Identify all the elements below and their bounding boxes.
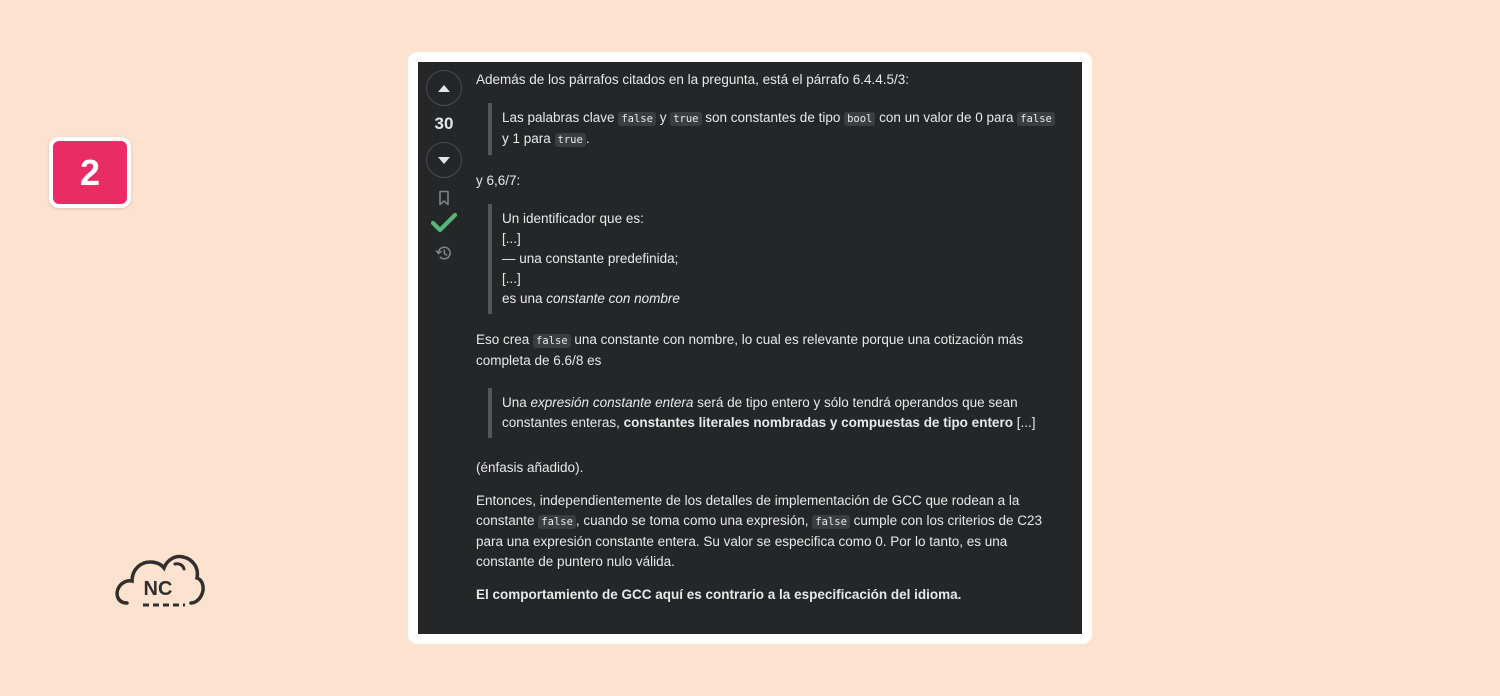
paragraph-section-ref: y 6,6/7: (476, 173, 521, 188)
quote-line: [...] (502, 231, 521, 246)
inline-code: bool (844, 112, 875, 126)
logo-text: NC (143, 578, 173, 600)
vote-column (426, 70, 462, 262)
arrow-up-icon (437, 84, 451, 93)
inline-code: false (538, 515, 576, 529)
quote-text: Una expresión constante entera será de tipo entero y sólo tendrá operandos que sean constantes enteras, constantes literales nombradas y compuestas de tipo entero [...] (502, 395, 1036, 430)
quote-6-6-8 (488, 388, 1056, 438)
inline-code: false (533, 334, 571, 348)
quote-text: Las palabras clave false y true son constantes de tipo bool con un valor de 0 para false y 1 para true . (502, 108, 1056, 150)
inline-code: false (618, 112, 656, 126)
arrow-down-icon (437, 156, 451, 165)
inline-code: false (812, 515, 850, 529)
downvote-button[interactable] (426, 142, 462, 178)
inline-code: true (670, 112, 701, 126)
accepted-answer-check (431, 212, 457, 234)
checkmark-icon (431, 212, 457, 234)
paragraph-final-bold: El comportamiento de GCC aquí es contrario a la especificación del idioma. (476, 587, 962, 602)
bookmark-button[interactable] (438, 190, 450, 206)
quote-6-4-4-5 (488, 103, 1056, 155)
history-icon (435, 244, 453, 262)
history-button[interactable] (435, 244, 453, 262)
upvote-button[interactable] (426, 70, 462, 106)
quote-line: Un identificador que es: (502, 211, 644, 226)
paragraph-conclusion: Entonces, independientemente de los detalles de implementación de GCC que rodean a la constante false , cuando se toma como una expresión, false cumple con los criterios de C23 para una expresión constante entera. Su valor se especifica como 0. Por lo tanto, es una constante de puntero nulo válida. (476, 493, 1042, 569)
answer-body (476, 70, 1056, 618)
paragraph-intro: Además de los párrafos citados en la pregunta, está el párrafo 6.4.4.5/3: (476, 72, 910, 87)
inline-code: true (555, 133, 586, 147)
quote-line: — una constante predefinida; (502, 251, 679, 266)
quote-line: es una constante con nombre (502, 291, 680, 306)
quote-line: [...] (502, 271, 521, 286)
answer-panel (418, 62, 1082, 634)
nc-cloud-logo (113, 551, 205, 609)
vote-count: 30 (434, 114, 454, 133)
quote-6-6-7 (488, 204, 1056, 314)
number-badge (49, 137, 131, 208)
screenshot-frame (408, 52, 1092, 644)
paragraph-named-constant: Eso crea false una constante con nombre, lo cual es relevante porque una cotización más completa de 6.6/8 es (476, 332, 1024, 368)
badge-number: 2 (79, 151, 101, 193)
bookmark-icon (438, 190, 450, 206)
paragraph-emphasis-note: (énfasis añadido). (476, 460, 584, 475)
inline-code: false (1017, 112, 1055, 126)
